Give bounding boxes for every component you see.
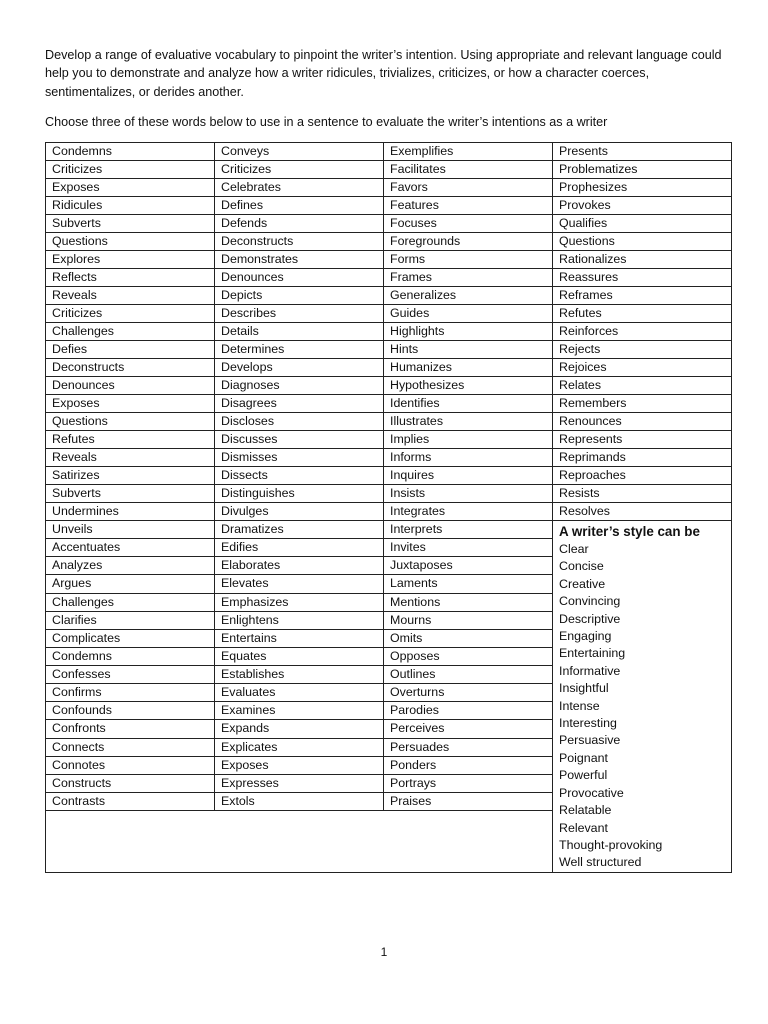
vocab-word: Resists: [553, 485, 732, 503]
table-row: [46, 413, 732, 431]
vocabulary-table: [45, 142, 732, 873]
vocab-word: Foregrounds: [384, 233, 553, 251]
vocab-word: Develops: [215, 359, 384, 377]
vocab-word: Accentuates: [46, 539, 215, 557]
table-row: [46, 161, 732, 179]
vocab-word: Refutes: [46, 431, 215, 449]
vocab-word: Divulges: [215, 503, 384, 521]
vocab-word: Remembers: [553, 395, 732, 413]
style-word: Entertaining: [559, 646, 626, 661]
writer-style-list: [553, 521, 732, 873]
vocab-word: Generalizes: [384, 287, 553, 305]
vocab-word: Opposes: [384, 647, 553, 665]
vocab-word: Subverts: [46, 215, 215, 233]
vocab-word: Dramatizes: [215, 521, 384, 539]
vocab-word: Integrates: [384, 503, 553, 521]
vocab-word: Criticizes: [215, 161, 384, 179]
table-row: [46, 341, 732, 359]
vocab-word: Questions: [553, 233, 732, 251]
vocab-word: Entertains: [215, 629, 384, 647]
vocab-word: Examines: [215, 702, 384, 720]
vocab-word: Describes: [215, 305, 384, 323]
vocab-word: Defies: [46, 341, 215, 359]
writer-style-heading: A writer’s style can be: [559, 524, 700, 539]
vocab-word: Presents: [553, 143, 732, 161]
vocab-word: Condemns: [46, 143, 215, 161]
vocab-word: Rejects: [553, 341, 732, 359]
vocab-word: Details: [215, 323, 384, 341]
style-word: Provocative: [559, 785, 624, 800]
vocab-word: Equates: [215, 647, 384, 665]
vocab-word: Represents: [553, 431, 732, 449]
table-row: [46, 449, 732, 467]
vocab-word: Reinforces: [553, 323, 732, 341]
vocab-word: Qualifies: [553, 215, 732, 233]
vocab-word: Exposes: [46, 179, 215, 197]
vocab-word: Interprets: [384, 521, 553, 539]
vocab-word: Criticizes: [46, 305, 215, 323]
table-row: [46, 251, 732, 269]
vocab-word: Elaborates: [215, 557, 384, 575]
vocab-word: Refutes: [553, 305, 732, 323]
vocab-word: Denounces: [46, 377, 215, 395]
vocab-word: Distinguishes: [215, 485, 384, 503]
vocab-word: Enlightens: [215, 611, 384, 629]
instruction-paragraph: Choose three of these words below to use in a sentence to evaluate the writer’s intentions as a writer: [45, 115, 608, 129]
vocab-word: Mourns: [384, 611, 553, 629]
vocab-word: Inquires: [384, 467, 553, 485]
vocab-word: Defines: [215, 197, 384, 215]
style-word: Powerful: [559, 768, 608, 783]
table-row: [46, 521, 732, 539]
style-word: Relatable: [559, 803, 612, 818]
vocab-word: Exposes: [215, 756, 384, 774]
vocab-word: Prophesizes: [553, 179, 732, 197]
table-row: [46, 395, 732, 413]
vocab-word: Constructs: [46, 774, 215, 792]
vocab-word: Criticizes: [46, 161, 215, 179]
vocab-word: Reprimands: [553, 449, 732, 467]
vocab-word: Provokes: [553, 197, 732, 215]
vocab-word: Facilitates: [384, 161, 553, 179]
table-row: [46, 503, 732, 521]
vocab-word: Focuses: [384, 215, 553, 233]
vocab-word: Denounces: [215, 269, 384, 287]
vocab-word: Features: [384, 197, 553, 215]
vocab-word: Ponders: [384, 756, 553, 774]
style-word: Interesting: [559, 716, 617, 731]
vocab-word: Rationalizes: [553, 251, 732, 269]
vocab-word: Challenges: [46, 323, 215, 341]
vocab-word: Challenges: [46, 593, 215, 611]
vocab-word: Emphasizes: [215, 593, 384, 611]
table-row: [46, 485, 732, 503]
vocab-word: Humanizes: [384, 359, 553, 377]
vocab-word: Confesses: [46, 666, 215, 684]
intro-paragraph: Develop a range of evaluative vocabulary to pinpoint the writer’s intention. Using appropriate and relevant language could help you to demonstrate and analyze how a writer ridicules, trivializes, criticizes, or how a character coerces, sentimentalizes, or derides another.: [45, 48, 722, 99]
style-word: Thought-provoking: [559, 837, 663, 852]
vocab-word: Unveils: [46, 521, 215, 539]
vocab-word: Omits: [384, 629, 553, 647]
vocab-word: Reassures: [553, 269, 732, 287]
vocab-word: Expands: [215, 720, 384, 738]
vocab-word: Contrasts: [46, 792, 215, 810]
vocab-word: Insists: [384, 485, 553, 503]
vocab-word: Expresses: [215, 774, 384, 792]
vocab-word: Persuades: [384, 738, 553, 756]
table-row: [46, 197, 732, 215]
vocab-word: Laments: [384, 575, 553, 593]
vocab-word: Parodies: [384, 702, 553, 720]
table-row: [46, 233, 732, 251]
vocab-word: Conveys: [215, 143, 384, 161]
vocab-word: Edifies: [215, 539, 384, 557]
style-word: Creative: [559, 576, 606, 591]
table-row: [46, 269, 732, 287]
vocab-word: Connotes: [46, 756, 215, 774]
table-row: [46, 323, 732, 341]
vocab-word: Deconstructs: [46, 359, 215, 377]
vocab-word: Reveals: [46, 287, 215, 305]
table-row: [46, 287, 732, 305]
vocab-word: Disagrees: [215, 395, 384, 413]
vocab-word: Extols: [215, 792, 384, 810]
vocab-word: Overturns: [384, 684, 553, 702]
vocab-word: Guides: [384, 305, 553, 323]
style-word: Relevant: [559, 820, 608, 835]
vocab-word: Portrays: [384, 774, 553, 792]
vocab-word: Mentions: [384, 593, 553, 611]
style-word: Descriptive: [559, 611, 621, 626]
table-row: [46, 143, 732, 161]
vocab-word: Questions: [46, 233, 215, 251]
style-word: Clear: [559, 542, 589, 556]
table-row: [46, 359, 732, 377]
table-row: [46, 179, 732, 197]
table-row: [46, 305, 732, 323]
vocab-word: Discusses: [215, 431, 384, 449]
vocab-word: Renounces: [553, 413, 732, 431]
vocab-word: Invites: [384, 539, 553, 557]
vocab-word: Implies: [384, 431, 553, 449]
vocab-word: Highlights: [384, 323, 553, 341]
vocab-word: Hypothesizes: [384, 377, 553, 395]
style-word: Well structured: [559, 855, 642, 870]
vocab-word: Informs: [384, 449, 553, 467]
vocab-word: Elevates: [215, 575, 384, 593]
table-row: [46, 377, 732, 395]
vocab-word: Confirms: [46, 684, 215, 702]
vocab-word: Satirizes: [46, 467, 215, 485]
vocab-word: Outlines: [384, 666, 553, 684]
vocab-word: Relates: [553, 377, 732, 395]
style-word: Convincing: [559, 594, 621, 609]
vocab-word: Complicates: [46, 629, 215, 647]
vocab-word: Determines: [215, 341, 384, 359]
style-word: Intense: [559, 698, 600, 713]
vocab-word: Exemplifies: [384, 143, 553, 161]
vocab-word: Demonstrates: [215, 251, 384, 269]
vocab-word: Confounds: [46, 702, 215, 720]
vocab-word: Exposes: [46, 395, 215, 413]
vocab-word: Dismisses: [215, 449, 384, 467]
vocab-word: Perceives: [384, 720, 553, 738]
vocab-word: Explicates: [215, 738, 384, 756]
vocab-word: Reframes: [553, 287, 732, 305]
vocab-word: Reflects: [46, 269, 215, 287]
vocab-word: Discloses: [215, 413, 384, 431]
table-row: [46, 467, 732, 485]
vocab-word: Forms: [384, 251, 553, 269]
empty-cell: [46, 811, 553, 873]
style-word: Concise: [559, 559, 604, 574]
vocab-word: Diagnoses: [215, 377, 384, 395]
vocab-word: Illustrates: [384, 413, 553, 431]
vocab-word: Undermines: [46, 503, 215, 521]
vocab-word: Identifies: [384, 395, 553, 413]
vocab-word: Questions: [46, 413, 215, 431]
style-word: Engaging: [559, 629, 612, 644]
vocab-word: Subverts: [46, 485, 215, 503]
vocab-word: Dissects: [215, 467, 384, 485]
vocab-word: Problematizes: [553, 161, 732, 179]
vocab-word: Hints: [384, 341, 553, 359]
vocab-word: Reveals: [46, 449, 215, 467]
vocab-word: Establishes: [215, 666, 384, 684]
vocab-word: Defends: [215, 215, 384, 233]
vocab-word: Analyzes: [46, 557, 215, 575]
vocab-word: Rejoices: [553, 359, 732, 377]
vocab-word: Clarifies: [46, 611, 215, 629]
vocab-word: Deconstructs: [215, 233, 384, 251]
vocab-word: Argues: [46, 575, 215, 593]
style-word: Informative: [559, 663, 621, 678]
vocab-word: Juxtaposes: [384, 557, 553, 575]
vocab-word: Depicts: [215, 287, 384, 305]
vocab-word: Condemns: [46, 647, 215, 665]
vocab-word: Celebrates: [215, 179, 384, 197]
vocab-word: Evaluates: [215, 684, 384, 702]
vocab-word: Connects: [46, 738, 215, 756]
vocab-word: Ridicules: [46, 197, 215, 215]
style-word: Insightful: [559, 681, 609, 696]
vocab-word: Favors: [384, 179, 553, 197]
style-word: Persuasive: [559, 733, 621, 748]
vocab-word: Explores: [46, 251, 215, 269]
vocab-word: Confronts: [46, 720, 215, 738]
style-word: Poignant: [559, 750, 608, 765]
vocab-word: Frames: [384, 269, 553, 287]
vocab-word: Praises: [384, 792, 553, 810]
vocab-word: Reproaches: [553, 467, 732, 485]
page-number: 1: [380, 945, 388, 959]
table-row: [46, 215, 732, 233]
vocab-word: Resolves: [553, 503, 732, 521]
table-row: [46, 431, 732, 449]
